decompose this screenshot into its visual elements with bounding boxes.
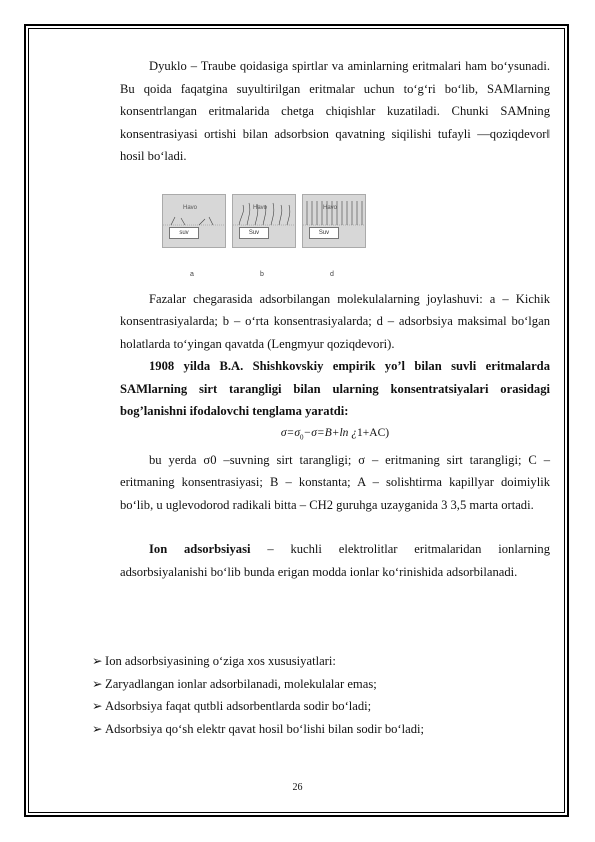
- list-item: [92, 695, 552, 718]
- paragraph-dyuklo-traube: Dyuklo – Traube qoidasiga spirtlar va aminlarning eritmalari ham bo‘ysunadi. Bu qoida faqatgina suyultirilgan eritmalar uchun to‘g‘ri bo‘lib, SAMlarning konsentrlangan eritmalarida chetga chiqishlar kuzatiladi. Chunki SAMning konsentrasiyasi ortishi bilan adsorbsion qavatning siqilishi tufayli ―qoziqdevor‖ hosil bo‘ladi.: [120, 59, 550, 163]
- panel-d-molecules: [303, 195, 365, 247]
- formula-rest: 1+AC): [357, 426, 390, 439]
- paragraph-shishkovskiy: 1908 yilda B.A. Shishkovskiy empirik yo’l bilan suvli eritmalarda SAMlarning sirt tarangligi bilan ularning konsentratsiyalari orasidagi bog’lanishni ifodalovchi tenglama yaratdi:: [120, 359, 550, 418]
- figure-panel-a: [162, 194, 226, 248]
- figure-letter-b: b: [260, 270, 264, 278]
- main-text: [120, 55, 550, 583]
- list-item-text: Zaryadlangan ionlar adsorbilanadi, molekulalar emas;: [105, 676, 377, 691]
- formula-mid: −σ=B+ln: [303, 426, 352, 439]
- formula-tail: ¿: [351, 426, 358, 439]
- list-item: [92, 673, 552, 696]
- adsorption-figure: [120, 176, 550, 286]
- list-item: [92, 650, 552, 673]
- formula-subscript: 0: [300, 432, 304, 441]
- list-item-text: Adsorbsiya qo‘sh elektr qavat hosil bo‘lishi bilan sodir bo‘ladi;: [105, 721, 424, 736]
- panel-a-phase: suv: [169, 227, 199, 239]
- figure-panel-b: [232, 194, 296, 248]
- paragraph-ion-adsorption: [120, 538, 550, 583]
- arrowhead-bullet-icon: ➢: [92, 654, 103, 668]
- panel-b-phase: Suv: [239, 227, 269, 239]
- panel-b-molecules: [233, 195, 295, 247]
- shishkovskiy-equation: [120, 423, 550, 447]
- list-item: [92, 718, 552, 741]
- list-item-text: Ion adsorbsiyasining o‘ziga xos xususiyatlari:: [105, 654, 336, 668]
- panel-d-label: Havo: [323, 204, 338, 211]
- paragraph-figure-caption: Fazalar chegarasida adsorbilangan molekulalarning joylashuvi: a – Kichik konsentrasiyalarda; b – o‘rta konsentrasiyalarda; d – adsorbsiya maksimal bo‘lgan holatlarda to‘yingan qavatda (Lengmyur qoziqdevori).: [120, 291, 550, 351]
- panel-b-label: Havo: [253, 204, 268, 211]
- panel-d-phase: Suv: [309, 227, 339, 239]
- ion-adsorption-term: Ion adsorbsiyasi: [149, 542, 251, 557]
- figure-panel-d: [302, 194, 366, 248]
- bullet-list: [92, 650, 552, 740]
- page-number: 26: [292, 782, 303, 793]
- arrowhead-bullet-icon: ➢: [92, 721, 103, 736]
- figure-letter-d: d: [330, 270, 334, 278]
- arrowhead-bullet-icon: ➢: [92, 676, 103, 691]
- paragraph-where: bu yerda σ0 –suvning sirt tarangligi; σ – eritmaning sirt tarangligi; C – eritmaning konsentrasiyasi; B – konstanta; A – solishtirma kapillyar doimiylik bo‘lib, u uglevodorod radikali bitta – CH2 guruhga uzayganida 3 3,5 marta ortadi.: [120, 452, 550, 512]
- ion-adsorption-definition: – kuchli elektrolitlar eritmalaridan ionlarning adsorbsiyalanishi bo‘lib bunda erigan modda ionlar ko‘rinishida adsorbilanadi.: [120, 542, 550, 579]
- arrowhead-bullet-icon: ➢: [92, 699, 103, 713]
- list-item-text: Adsorbsiya faqat qutbli adsorbentlarda sodir bo‘ladi;: [105, 699, 372, 713]
- figure-letter-a: a: [190, 270, 194, 278]
- panel-a-molecules: [163, 195, 225, 247]
- panel-a-label: Havo: [183, 204, 198, 211]
- formula-lhs: σ=σ: [280, 426, 300, 439]
